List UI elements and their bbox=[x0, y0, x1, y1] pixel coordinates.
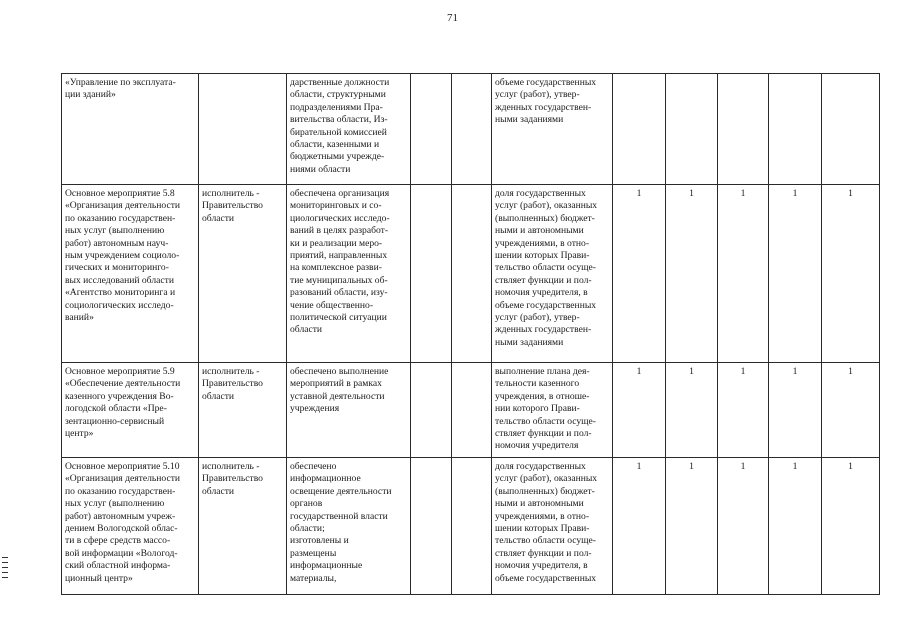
value-cell: 1 bbox=[769, 185, 822, 363]
measures-table bbox=[61, 73, 880, 595]
empty-cell bbox=[452, 74, 492, 185]
measure-cell: Основное мероприятие 5.10 «Организация деятельности по оказанию государствен- ных услуг (выполнению работ) автономным учреж- дением Вологодской облас- ти в сфере средств массо- вой информации «Вологод- ский областной информа- ционный центр» bbox=[62, 458, 199, 595]
value-cell: 1 bbox=[613, 363, 666, 458]
value-cell: 1 bbox=[769, 363, 822, 458]
indicator-cell: доля государственных услуг (работ), оказанных (выполненных) бюджет- ными и автономными учреждениями, в отно- шении которых Прави- тельство области осуще- ствляет функции и пол- номочия учредителя, в объеме государственных услуг (работ), утвер- жденных государствен- ными заданиями bbox=[492, 185, 613, 363]
value-cell: 1 bbox=[613, 458, 666, 595]
value-cell: 1 bbox=[666, 363, 718, 458]
empty-cell bbox=[452, 458, 492, 595]
executor-cell: исполнитель - Правительство области bbox=[199, 458, 287, 595]
value-cell: 1 bbox=[613, 185, 666, 363]
value-cell: 1 bbox=[666, 185, 718, 363]
empty-cell bbox=[452, 185, 492, 363]
measure-cell: «Управление по эксплуата- ции зданий» bbox=[62, 74, 199, 185]
value-cell: 1 bbox=[822, 185, 880, 363]
empty-cell bbox=[452, 363, 492, 458]
margin-marks bbox=[2, 557, 8, 582]
value-cell bbox=[718, 74, 769, 185]
table-row bbox=[62, 458, 880, 595]
value-cell: 1 bbox=[769, 458, 822, 595]
value-cell: 1 bbox=[718, 458, 769, 595]
indicator-cell: выполнение плана дея- тельности казенного учреждения, в отноше- нии которого Прави- тельство области осуще- ствляет функции и пол- номочия учредителя bbox=[492, 363, 613, 458]
table-row bbox=[62, 185, 880, 363]
value-cell bbox=[769, 74, 822, 185]
page-number: 71 bbox=[447, 12, 458, 24]
value-cell: 1 bbox=[718, 363, 769, 458]
value-cell: 1 bbox=[718, 185, 769, 363]
value-cell bbox=[666, 74, 718, 185]
indicator-cell: доля государственных услуг (работ), оказанных (выполненных) бюджет- ными и автономными учреждениями, в отно- шении которых Прави- тельство области осуще- ствляет функции и пол- номочия учредителя, в объеме государственных bbox=[492, 458, 613, 595]
result-cell: обеспечено выполнение мероприятий в рамках уставной деятельности учреждения bbox=[287, 363, 411, 458]
indicator-cell: объеме государственных услуг (работ), утвер- жденных государствен- ными заданиями bbox=[492, 74, 613, 185]
empty-cell bbox=[411, 363, 452, 458]
value-cell bbox=[613, 74, 666, 185]
executor-cell bbox=[199, 74, 287, 185]
result-cell: дарственные должности области, структурными подразделениями Пра- вительства области, Из- бирательной комиссией области, казенными и бюджетными учрежде- ниями области bbox=[287, 74, 411, 185]
value-cell bbox=[822, 74, 880, 185]
result-cell: обеспечено информационное освещение деятельности органов государственной власти области; изготовлены и размещены информационные материалы, bbox=[287, 458, 411, 595]
measure-cell: Основное мероприятие 5.9 «Обеспечение деятельности казенного учреждения Во- логодской области «Пре- зентационно-сервисный центр» bbox=[62, 363, 199, 458]
executor-cell: исполнитель - Правительство области bbox=[199, 185, 287, 363]
measure-cell: Основное мероприятие 5.8 «Организация деятельности по оказанию государствен- ных услуг (выполнению работ) автономным науч- ным учреждением социоло- гических и мониторинго- вых исследований области «Агентство мониторинга и социологических исследо- ваний» bbox=[62, 185, 199, 363]
value-cell: 1 bbox=[822, 363, 880, 458]
empty-cell bbox=[411, 458, 452, 595]
result-cell: обеспечена организация мониторинговых и со- циологических исследо- ваний в целях разработ- ки и реализации меро- приятий, направленных на комплексное разви- тие муниципальных об- разований области, изу- чение общественно- политической ситуации области bbox=[287, 185, 411, 363]
value-cell: 1 bbox=[822, 458, 880, 595]
empty-cell bbox=[411, 74, 452, 185]
table-row bbox=[62, 363, 880, 458]
executor-cell: исполнитель - Правительство области bbox=[199, 363, 287, 458]
value-cell: 1 bbox=[666, 458, 718, 595]
table-row bbox=[62, 74, 880, 185]
empty-cell bbox=[411, 185, 452, 363]
